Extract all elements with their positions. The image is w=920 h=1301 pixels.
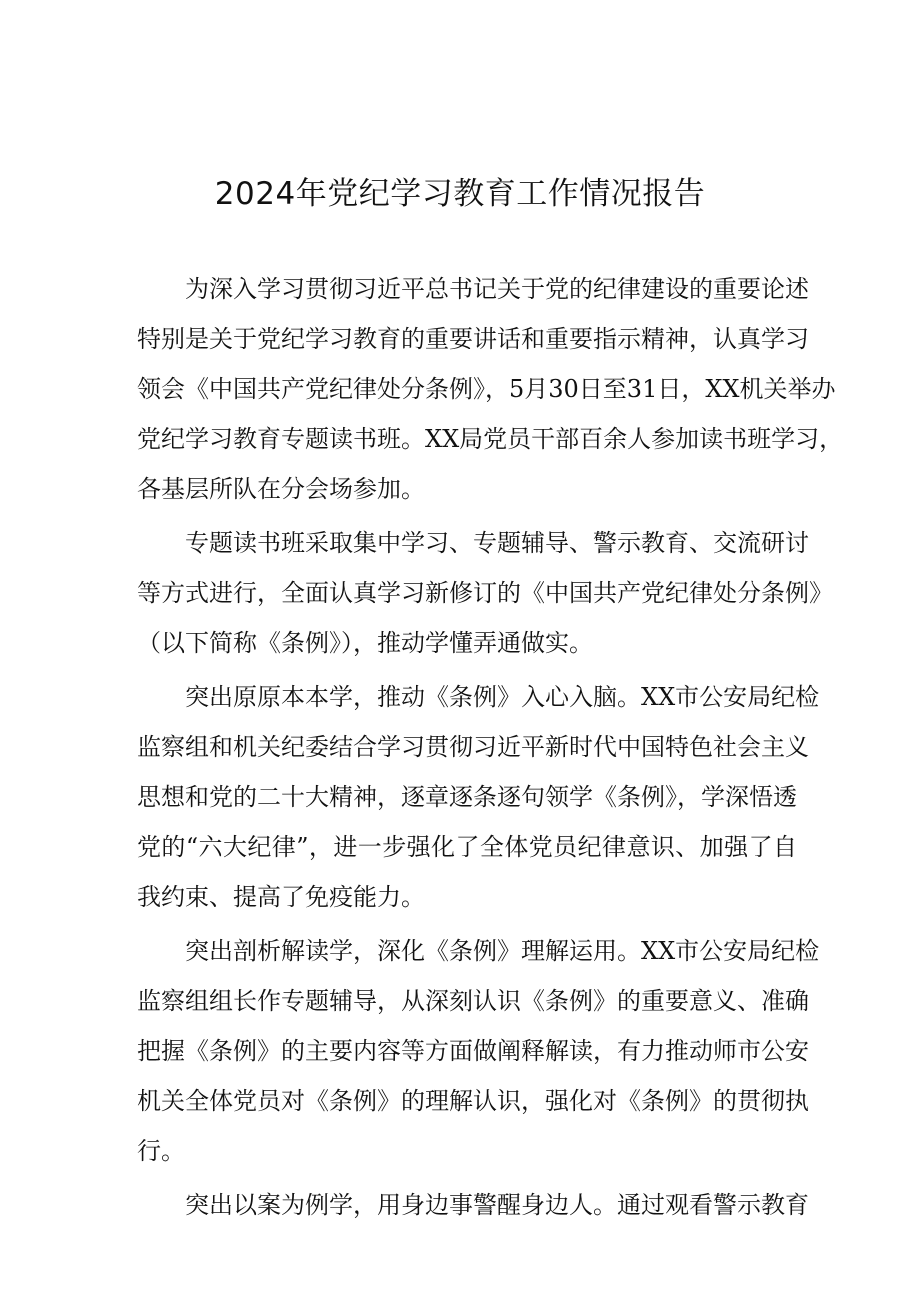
paragraph-line: 领会《中国共产党纪律处分条例》，5月30日至31日，XX机关举办 — [137, 375, 836, 403]
paragraph-1 — [137, 271, 844, 507]
paragraph-line: 监察组和机关纪委结合学习贯彻习近平新时代中国特色社会主义 — [137, 733, 809, 761]
paragraph-line: 我约束、提高了免疫能力。 — [137, 883, 425, 911]
paragraph-4 — [137, 933, 820, 1169]
paragraph-line: （以下简称《条例》），推动学懂弄通做实。 — [137, 629, 593, 657]
paragraph-line: 特别是关于党纪学习教育的重要讲话和重要指示精神，认真学习 — [137, 325, 809, 353]
paragraph-line: 突出以案为例学，用身边事警醒身边人。通过观看警示教育 — [185, 1191, 809, 1219]
document-body — [137, 271, 844, 1237]
paragraph-line: 监察组组长作专题辅导，从深刻认识《条例》的重要意义、准确 — [137, 987, 809, 1015]
paragraph-3 — [137, 679, 820, 915]
paragraph-line: 思想和党的二十大精神，逐章逐条逐句领学《条例》，学深悟透 — [137, 783, 797, 811]
paragraph-line: 机关全体党员对《条例》的理解认识，强化对《条例》的贯彻执 — [137, 1087, 809, 1115]
paragraph-line: 各基层所队在分会场参加。 — [137, 475, 425, 503]
paragraph-line: 突出原原本本学，推动《条例》入心入脑。XX市公安局纪检 — [185, 683, 820, 711]
paragraph-line: 党的“六大纪律”，进一步强化了全体党员纪律意识、加强了自 — [137, 833, 797, 861]
paragraph-line: 党纪学习教育专题读书班。XX局党员干部百余人参加读书班学习， — [137, 425, 844, 453]
paragraph-line: 等方式进行，全面认真学习新修订的《中国共产党纪律处分条例》 — [137, 579, 833, 607]
document-title: 2024年党纪学习教育工作情况报告 — [214, 176, 706, 212]
paragraph-line: 专题读书班采取集中学习、专题辅导、警示教育、交流研讨 — [185, 529, 809, 557]
paragraph-line: 把握《条例》的主要内容等方面做阐释解读，有力推动师市公安 — [137, 1037, 809, 1065]
paragraph-2 — [137, 525, 833, 661]
paragraph-line: 为深入学习贯彻习近平总书记关于党的纪律建设的重要论述 — [185, 275, 809, 303]
paragraph-line: 行。 — [137, 1137, 185, 1165]
paragraph-5 — [137, 1187, 809, 1223]
paragraph-line: 突出剖析解读学，深化《条例》理解运用。XX市公安局纪检 — [185, 937, 820, 965]
